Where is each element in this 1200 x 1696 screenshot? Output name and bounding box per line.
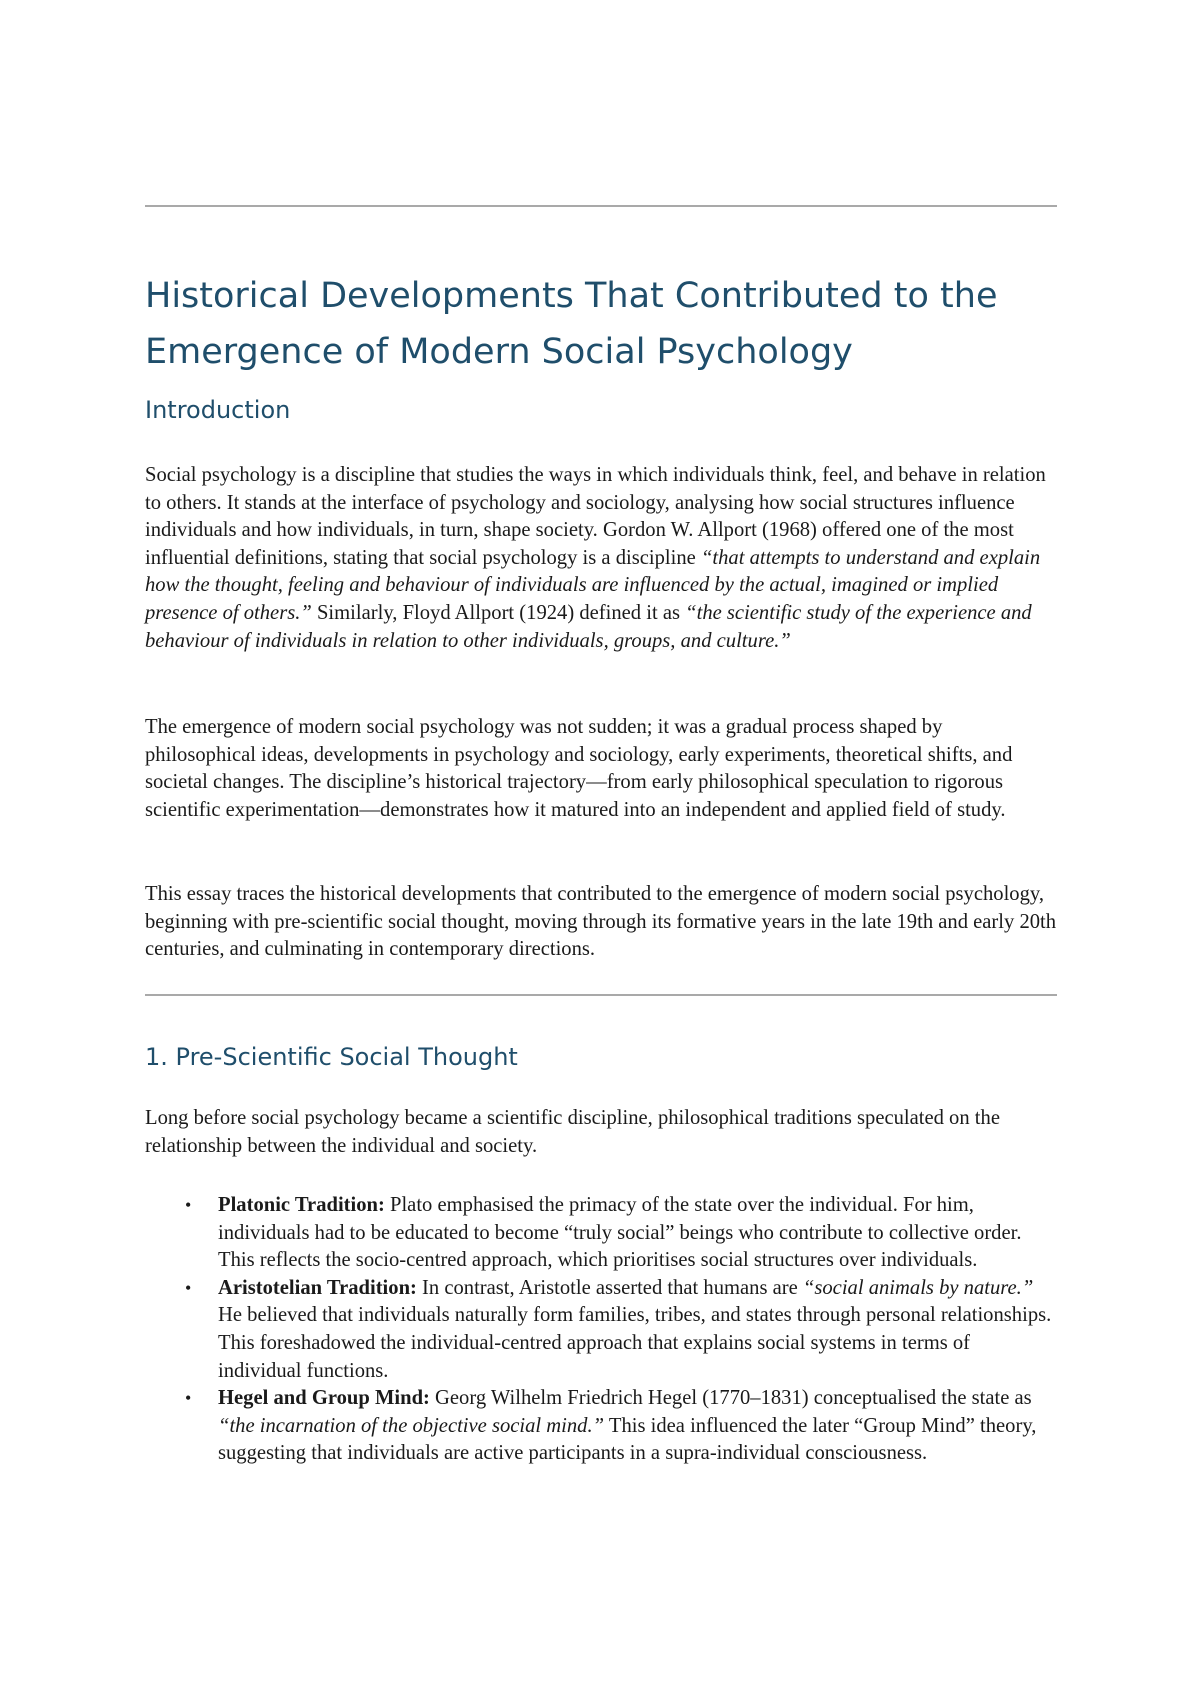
- quoted-definition: “the scientific study of the experience and behaviour of individuals in relation to other individuals, groups, and culture.”: [145, 601, 1032, 652]
- introduction-heading: Introduction: [145, 396, 291, 424]
- bullet-icon: •: [185, 1277, 192, 1298]
- bullet-term: Aristotelian Tradition:: [218, 1276, 417, 1299]
- section-1-paragraph: Long before social psychology became a scientific discipline, philosophical traditions speculated on the relationship between the individual and society.: [145, 1107, 1000, 1157]
- text-run: Georg Wilhelm Friedrich Hegel (1770–1831) conceptualised the state as: [429, 1387, 1032, 1410]
- text-run: This idea influenced the later “Group Mind” theory, suggesting that individuals are active participants in a supra-individual consciousness.: [218, 1414, 1037, 1465]
- top-divider: [145, 205, 1057, 207]
- document-title: Historical Developments That Contributed to the Emergence of Modern Social Psychology: [145, 276, 998, 372]
- text-run: Social psychology is a discipline that studies the ways in which individuals think, feel, and behave in relation to others. It stands at the interface of psychology and sociology, analysing how social structures influence individuals and how individuals, in turn, shape society. Gordon W. Allport (1968) offered one of the most influential definitions, stating that social psychology is a discipline: [145, 464, 1046, 569]
- bullet-item-platonic: [145, 1192, 1057, 1275]
- bullet-item-hegel: [145, 1385, 1057, 1468]
- text-run: Plato emphasised the primacy of the state over the individual. For him, individuals had to be educated to become “truly social” beings who contribute to collective order. This reflects the socio-centred approach, which prioritises social structures over individuals.: [218, 1194, 1022, 1272]
- intro-paragraph-2: The emergence of modern social psychology was not sudden; it was a gradual process shaped by philosophical ideas, developments in psychology and sociology, early experiments, theoretical shifts, and societal changes. The discipline’s historical trajectory—from early philosophical speculation to rigorous scientific experimentation—demonstrates how it matured into an independent and applied field of study.: [145, 716, 1013, 821]
- bullet-term: Hegel and Group Mind:: [218, 1387, 430, 1410]
- tradition-bullet-list: [145, 1192, 1057, 1468]
- intro-paragraph-3: This essay traces the historical developments that contributed to the emergence of modern social psychology, beginning with pre-scientific social thought, moving through its formative years in the late 19th and early 20th centuries, and culminating in contemporary directions.: [145, 883, 1057, 961]
- quoted-definition: “social animals by nature.”: [802, 1276, 1034, 1299]
- intro-paragraph-1: [145, 462, 1057, 655]
- bullet-icon: •: [185, 1388, 192, 1409]
- text-run: In contrast, Aristotle asserted that humans are: [416, 1276, 803, 1299]
- bullet-item-aristotelian: [145, 1275, 1057, 1385]
- bullet-icon: •: [185, 1195, 192, 1215]
- section-1-heading: 1. Pre-Scientific Social Thought: [145, 1043, 518, 1071]
- text-run: Similarly, Floyd Allport (1924) defined it as: [311, 601, 686, 624]
- quoted-definition: “the incarnation of the objective social mind.”: [218, 1414, 605, 1437]
- section-divider: [145, 994, 1057, 996]
- quoted-definition: “that attempts to understand and explain how the thought, feeling and behaviour of individuals are influenced by the actual, imagined or implied presence of others.”: [145, 546, 1041, 624]
- bullet-term: Platonic Tradition:: [218, 1194, 385, 1216]
- text-run: He believed that individuals naturally form families, tribes, and states through personal relationships. This foreshadowed the individual-centred approach that explains social systems in terms of individual functions.: [218, 1304, 1052, 1382]
